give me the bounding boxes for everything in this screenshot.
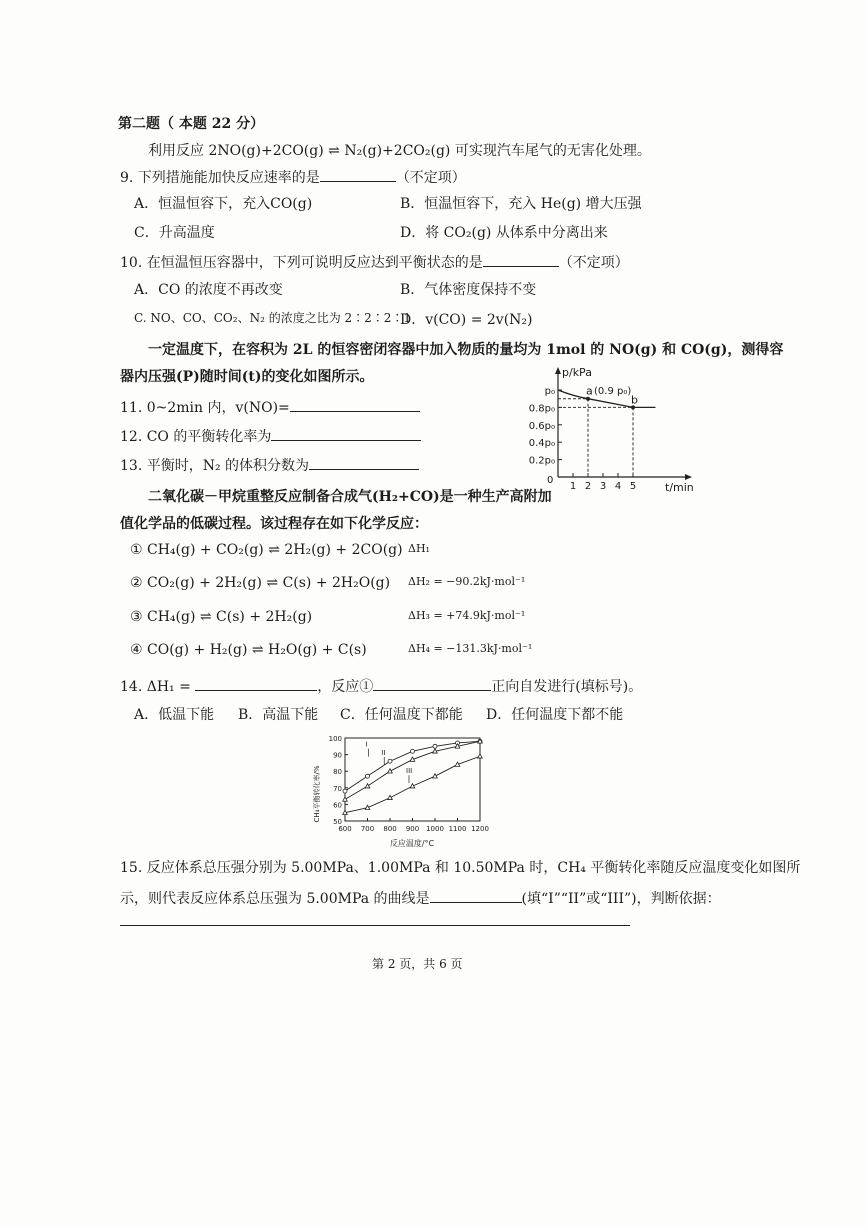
q15-reason-line[interactable] (120, 925, 630, 926)
q13-text: 13. 平衡时，N₂ 的体积分数为 (120, 458, 310, 474)
q10-option-d: D．v(CO) = 2v(N₂) (400, 312, 533, 328)
q15-line-2 (120, 888, 721, 908)
paragraph-1-line-1: 一定温度下，在容积为 2L 的恒容密闭容器中加入物质的量均为 1mol 的 NO(g) 和 CO(g)，测得容 (148, 342, 784, 358)
q13-answer-blank[interactable] (309, 457, 419, 470)
q9-option-b: B．恒温恒容下，充入 He(g) 增大压强 (400, 196, 642, 212)
cchart-xtick-label: 800 (383, 825, 397, 833)
cchart-label-III: III (406, 767, 413, 776)
pchart-point-label-a: a (586, 384, 593, 398)
pchart-xtick-label: 3 (599, 481, 607, 492)
pchart-ytick-label: 0.6p₀ (528, 420, 555, 432)
cchart-point (366, 774, 370, 778)
q12 (120, 426, 421, 446)
pchart-ytick-label: 0.8p₀ (528, 403, 555, 415)
q10-stem (120, 252, 629, 272)
reaction-2-dh: ΔH₂ = −90.2kJ·mol⁻¹ (408, 575, 526, 588)
q9-answer-blank[interactable] (320, 169, 396, 182)
cchart-xlabel: 反应温度/°C (389, 839, 435, 848)
cchart-xtick-label: 700 (360, 825, 375, 833)
cchart-point (478, 754, 483, 758)
q10-option-b: B．气体密度保持不变 (400, 282, 537, 298)
q10-option-c: C. NO、CO、CO₂、N₂ 的浓度之比为 2∶2∶2∶1 (134, 311, 412, 325)
cchart-ytick-label: 50 (333, 818, 342, 826)
q15-line-1: 15. 反应体系总压强分别为 5.00MPa、1.00MPa 和 10.50MPa 时，CH₄ 平衡转化率随反应温度变化如图所 (120, 860, 801, 876)
cchart-ytick-label: 100 (328, 735, 342, 743)
pchart-xlabel: t/min (665, 481, 694, 494)
reaction-1-dh: ΔH₁ (408, 542, 430, 555)
reaction-1: ① CH₄(g) + CO₂(g) ⇌ 2H₂(g) + 2CO(g) (130, 542, 403, 558)
cchart-xtick-label: 900 (405, 825, 420, 833)
q14-option-b: B．高温下能 (238, 707, 319, 723)
q9-stem-text: 9. 下列措施能加快反应速率的是 (120, 170, 320, 186)
q14-text-b: ，反应① (317, 679, 374, 695)
q14-option-c: C．任何温度下都能 (340, 707, 463, 723)
section-title: 第二题（ 本题 22 分） (118, 116, 265, 132)
q9-option-a: A．恒温恒容下，充入CO(g) (134, 196, 313, 212)
pchart-xtick-label: 1 (569, 481, 577, 492)
cchart-ytick-label: 60 (333, 801, 342, 810)
q11 (120, 397, 420, 417)
q10-option-a: A．CO 的浓度不再改变 (134, 282, 283, 298)
paragraph-1-line-2: 器内压强(P)随时间(t)的变化如图所示。 (120, 369, 374, 385)
reaction-4: ④ CO(g) + H₂(g) ⇌ H₂O(g) + C(s) (130, 642, 367, 658)
cchart-xtick-label: 600 (338, 825, 352, 833)
paragraph-2-line-1: 二氧化碳－甲烷重整反应制备合成气(H₂+CO)是一种生产高附加 (148, 489, 552, 505)
q9-option-c: C．升高温度 (134, 225, 215, 241)
cchart-point (365, 784, 370, 788)
q14-text-c: 正向自发进行(填标号)。 (491, 679, 643, 695)
intro-text: 利用反应 2NO(g)+2CO(g) ⇌ N₂(g)+2CO₂(g) 可实现汽车尾气的无害化处理。 (148, 143, 651, 159)
q9-stem (120, 167, 466, 187)
q10-tail: （不定项） (558, 255, 629, 271)
pchart-origin: 0 (547, 475, 554, 486)
pchart-ytick-label: 0.2p₀ (528, 455, 555, 467)
q15-text-c: (填“I”“II”或“III”)，判断依据： (521, 891, 721, 907)
cchart-point (343, 789, 347, 793)
reaction-3-dh: ΔH₃ = +74.9kJ·mol⁻¹ (408, 609, 526, 622)
cchart-point (388, 759, 392, 763)
page-footer: 第 2 页，共 6 页 (372, 957, 463, 971)
q9-tail: （不定项） (395, 170, 466, 186)
cchart-ytick-label: 70 (333, 784, 342, 793)
pchart-ytick-label: p₀ (544, 386, 555, 397)
cchart-point (433, 744, 437, 748)
q11-text: 11. 0~2min 内，v(NO)= (120, 400, 290, 416)
cchart-ytick-label: 80 (333, 768, 342, 777)
pressure-time-chart (525, 362, 700, 497)
q10-stem-text: 10. 在恒温恒压容器中，下列可说明反应达到平衡状态的是 (120, 255, 483, 271)
cchart-ytick-label: 90 (333, 751, 342, 760)
ch4-conversion-chart (305, 730, 495, 848)
cchart-point (411, 749, 415, 753)
cchart-xtick-label: 1000 (426, 825, 444, 833)
q10-answer-blank[interactable] (483, 254, 559, 267)
pchart-point-label-b: b (631, 393, 638, 407)
pchart-ylabel: p/kPa (562, 366, 592, 379)
cchart-ylabel: CH₄平衡转化率/% (313, 765, 321, 823)
q14-dh-blank[interactable] (195, 678, 317, 691)
q14-option-d: D．任何温度下都不能 (486, 707, 624, 723)
q12-text: 12. CO 的平衡转化率为 (120, 429, 272, 445)
paragraph-2-line-2: 值化学品的低碳过程。该过程存在如下化学反应： (120, 516, 428, 532)
q13 (120, 455, 419, 475)
cchart-label-I: I (365, 740, 368, 749)
pchart-annotation: (0.9 p₀) (594, 386, 632, 397)
reaction-4-dh: ΔH₄ = −131.3kJ·mol⁻¹ (408, 642, 533, 655)
q14-spontaneity-blank[interactable] (373, 678, 491, 691)
cchart-xtick-label: 1200 (471, 825, 489, 833)
q14-text-a: 14. ΔH₁ = (120, 679, 191, 695)
cchart-point (343, 797, 348, 801)
pchart-xtick-label: 4 (614, 481, 622, 492)
reaction-3: ③ CH₄(g) ⇌ C(s) + 2H₂(g) (130, 609, 313, 625)
q12-answer-blank[interactable] (271, 428, 421, 441)
q11-answer-blank[interactable] (290, 399, 420, 412)
q14-option-a: A．低温下能 (134, 707, 215, 723)
q14 (120, 676, 642, 696)
pchart-ytick-label: 0.4p₀ (528, 438, 555, 450)
pchart-xtick-label: 5 (629, 481, 637, 492)
pchart-xtick-label: 2 (584, 481, 592, 492)
reaction-2: ② CO₂(g) + 2H₂(g) ⇌ C(s) + 2H₂O(g) (130, 575, 391, 591)
q15-text-b: 示，则代表反应体系总压强为 5.00MPa 的曲线是 (120, 891, 430, 907)
cchart-xtick-label: 1100 (448, 825, 467, 833)
q15-curve-blank[interactable] (430, 890, 522, 903)
q9-option-d: D．将 CO₂(g) 从体系中分离出来 (400, 225, 608, 241)
cchart-label-II: II (381, 748, 386, 757)
